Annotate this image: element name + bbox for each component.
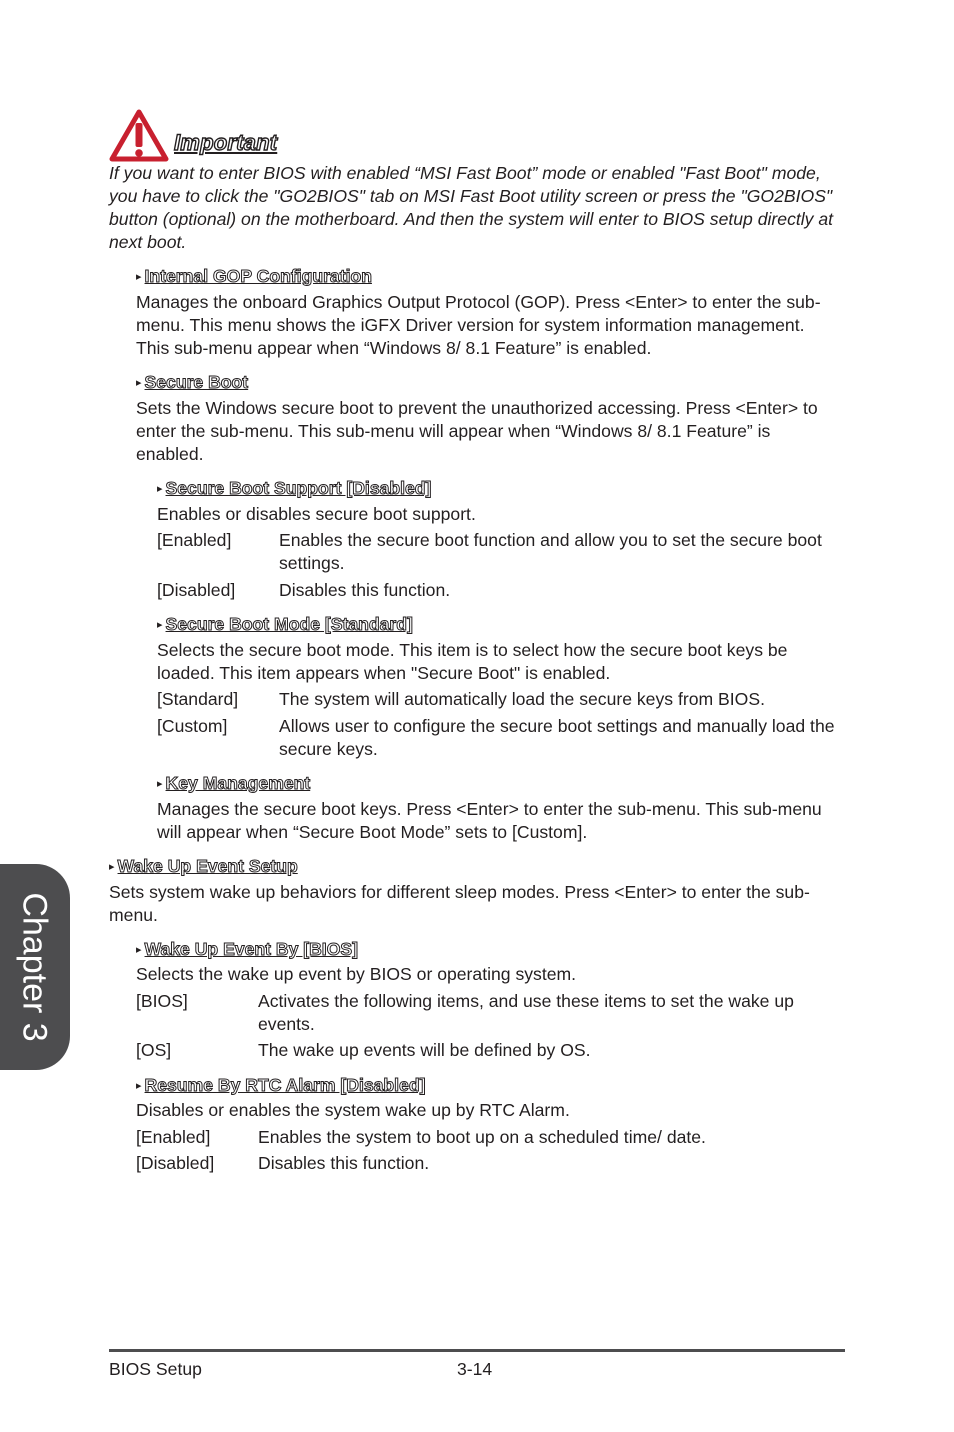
heading-key-management: ▸ Key Management (157, 773, 311, 793)
heading-resume-by-rtc-alarm: ▸ Resume By RTC Alarm [Disabled] (136, 1075, 426, 1095)
footer-divider (109, 1349, 845, 1352)
option-value: Activates the following items, and use these items to set the wake up events. (258, 991, 794, 1034)
secure-boot-mode-desc: Selects the secure boot mode. This item is to select how the secure boot keys be loaded. This item appears when "Secure Boot" is enabled. (157, 640, 788, 683)
option-key: [Disabled] (157, 580, 236, 600)
option-value: Enables the system to boot up on a scheduled time/ date. (258, 1127, 706, 1147)
triangle-bullet-icon: ▸ (136, 271, 142, 283)
option-key: [Disabled] (136, 1153, 215, 1173)
option-row (136, 1152, 848, 1175)
triangle-bullet-icon: ▸ (157, 483, 163, 495)
triangle-bullet-icon: ▸ (136, 377, 142, 389)
heading-secure-boot-support: ▸ Secure Boot Support [Disabled] (157, 478, 432, 498)
warning-icon (108, 109, 170, 163)
option-value: The wake up events will be defined by OS. (258, 1040, 591, 1060)
internal-gop-desc: Manages the onboard Graphics Output Protocol (GOP). Press <Enter> to enter the sub-menu. This menu shows the iGFX Driver version for system information management. This sub-menu appear when “Windows 8/ 8.1 Feature” is enabled. (136, 292, 821, 358)
heading-secure-boot: ▸ Secure Boot (136, 372, 249, 392)
heading-wake-up-event-setup: ▸ Wake Up Event Setup (109, 856, 298, 876)
option-value: Disables this function. (279, 580, 451, 600)
page-number: 3-14 (457, 1359, 493, 1379)
heading-wake-up-event-by: ▸ Wake Up Event By [BIOS] (136, 939, 358, 959)
resume-by-rtc-desc: Disables or enables the system wake up by RTC Alarm. (136, 1100, 570, 1120)
option-value: Disables this function. (258, 1153, 430, 1173)
option-value: Enables the secure boot function and allow you to set the secure boot settings. (279, 530, 822, 573)
triangle-bullet-icon: ▸ (157, 778, 163, 790)
option-row (136, 1039, 848, 1062)
triangle-bullet-icon: ▸ (157, 619, 163, 631)
secure-boot-support-desc: Enables or disables secure boot support. (157, 504, 476, 524)
important-text: If you want to enter BIOS with enabled “MSI Fast Boot” mode or enabled "Fast Boot" mode, you have to click the "GO2BIOS" tab on MSI Fast Boot utility screen or press the "GO2BIOS" button (optional) on the motherboard. And then the system will enter to BIOS setup directly at next boot. (109, 163, 834, 252)
key-management-desc: Manages the secure boot keys. Press <Enter> to enter the sub-menu. This sub-menu will appear when “Secure Boot Mode” sets to [Custom]. (157, 799, 822, 842)
footer-section-title: BIOS Setup (109, 1359, 202, 1379)
option-key: [OS] (136, 1040, 172, 1060)
option-row (157, 529, 837, 575)
option-key: [Enabled] (136, 1127, 211, 1147)
option-value: The system will automatically load the secure keys from BIOS. (279, 689, 765, 709)
triangle-bullet-icon: ▸ (136, 1080, 142, 1092)
wake-up-event-setup-desc: Sets system wake up behaviors for different sleep modes. Press <Enter> to enter the sub-menu. (109, 882, 810, 925)
triangle-bullet-icon: ▸ (136, 944, 142, 956)
option-row (157, 715, 837, 761)
option-key: [BIOS] (136, 991, 188, 1011)
secure-boot-desc: Sets the Windows secure boot to prevent the unauthorized accessing. Press <Enter> to enter the sub-menu. This sub-menu will appear when “Windows 8/ 8.1 Feature” is enabled. (136, 398, 818, 464)
option-key: [Standard] (157, 689, 239, 709)
option-row (136, 990, 848, 1036)
option-row (157, 688, 837, 711)
option-value: Allows user to configure the secure boot settings and manually load the secure keys. (279, 716, 835, 759)
wake-up-event-by-desc: Selects the wake up event by BIOS or operating system. (136, 964, 577, 984)
important-title: Important (174, 130, 278, 155)
option-key: [Enabled] (157, 530, 232, 550)
option-row (136, 1126, 848, 1149)
option-row (157, 579, 837, 602)
chapter-tab-label: Chapter 3 (15, 892, 54, 1042)
triangle-bullet-icon: ▸ (109, 861, 115, 873)
heading-secure-boot-mode: ▸ Secure Boot Mode [Standard] (157, 614, 413, 634)
option-key: [Custom] (157, 716, 228, 736)
heading-internal-gop: ▸ Internal GOP Configuration (136, 266, 372, 286)
